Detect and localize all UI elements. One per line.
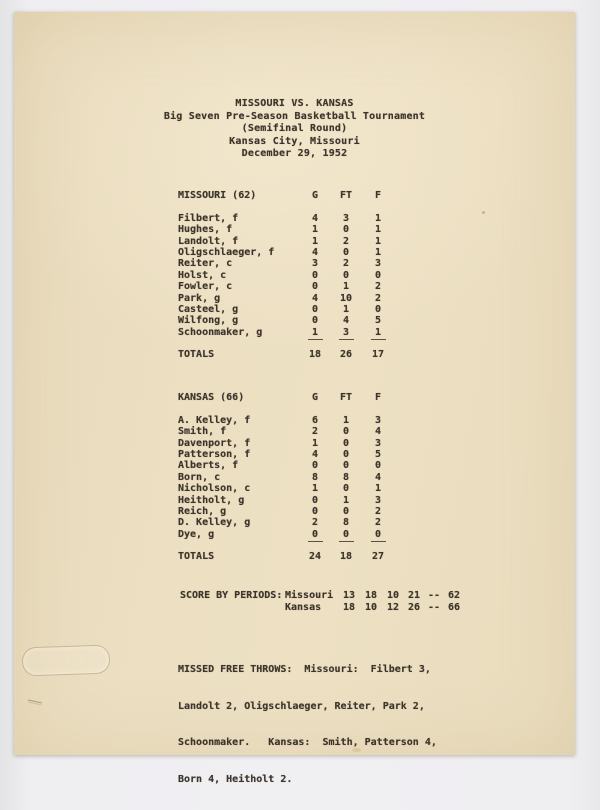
- player-row: [178, 304, 398, 315]
- column-header-ft: FT: [339, 190, 353, 201]
- player-name: Wilfong, g: [178, 315, 239, 327]
- paper-speck: [482, 211, 485, 214]
- underlined-stat: 1: [308, 327, 323, 340]
- period-score: 26: [408, 602, 421, 614]
- stat-ft: [330, 529, 362, 542]
- stat-ft: 0: [342, 426, 350, 438]
- column-header-f: F: [374, 392, 382, 403]
- stat-ft: 0: [342, 448, 350, 460]
- stat-g: 1: [311, 224, 319, 236]
- missed-free-throws-line: Landolt 2, Oligschlaeger, Reiter, Park 2,: [178, 700, 425, 712]
- stat-f: 3: [374, 437, 382, 449]
- stat-g: 3: [311, 258, 319, 270]
- stat-f: 1: [374, 246, 382, 258]
- column-header-g: G: [311, 190, 319, 201]
- period-score: 13: [343, 590, 356, 601]
- player-rows-kansas: [178, 415, 398, 540]
- team-name: Missouri: [285, 590, 334, 601]
- player-row: [178, 236, 398, 247]
- stat-g: 4: [311, 448, 319, 460]
- stat-ft: [330, 327, 362, 340]
- player-row: [178, 293, 398, 304]
- player-row: [178, 483, 398, 494]
- pencil-mark: [28, 700, 42, 704]
- stat-g: [300, 327, 330, 340]
- column-header-g: G: [311, 392, 319, 403]
- stat-f: 1: [374, 212, 382, 224]
- stat-f: 2: [374, 281, 382, 293]
- stat-g: 0: [311, 281, 319, 293]
- stat-ft: 8: [342, 517, 350, 529]
- totals-ft: 18: [339, 551, 353, 563]
- team-name: Kansas: [285, 602, 322, 614]
- stat-ft: 2: [342, 258, 350, 270]
- player-row: [178, 415, 398, 426]
- totals-f: 27: [371, 551, 385, 563]
- player-name: Born, c: [178, 471, 221, 483]
- stat-g: 1: [311, 483, 319, 495]
- player-row: [178, 529, 398, 540]
- player-name: Heitholt, g: [178, 494, 245, 506]
- paper: [14, 12, 575, 785]
- stat-g: 1: [311, 437, 319, 449]
- team-header: KANSAS (66): [178, 392, 245, 403]
- stat-g: 0: [311, 505, 319, 517]
- player-name: Alberts, f: [178, 460, 239, 472]
- period-score: 12: [387, 602, 400, 614]
- score-by-periods-label: SCORE BY PERIODS:: [180, 590, 283, 601]
- stat-ft: 1: [342, 414, 350, 426]
- team-header: MISSOURI (62): [178, 190, 257, 201]
- player-row: [178, 517, 398, 528]
- stat-ft: 0: [342, 460, 350, 472]
- underlined-stat: 1: [371, 327, 386, 340]
- stat-g: 6: [311, 414, 319, 426]
- stat-f: 5: [374, 448, 382, 460]
- stat-f: [362, 327, 394, 340]
- totals-g: 24: [308, 551, 322, 563]
- player-row: [178, 213, 398, 224]
- player-row: [178, 449, 398, 460]
- stat-f: 1: [374, 224, 382, 236]
- stat-f: [362, 529, 394, 542]
- stat-ft: 1: [342, 303, 350, 315]
- player-row: [178, 224, 398, 235]
- player-row: [178, 315, 398, 326]
- stat-g: 0: [311, 315, 319, 327]
- missed-free-throws: [178, 640, 437, 810]
- box-score-header-row: [178, 190, 398, 201]
- player-name: Fowler, c: [178, 281, 233, 293]
- stat-f: 2: [374, 505, 382, 517]
- totals-row: [178, 551, 398, 562]
- final-score: 66: [448, 602, 461, 614]
- player-name: Schoonmaker, g: [178, 326, 263, 338]
- totals-row: [178, 349, 398, 360]
- column-header-f: F: [374, 190, 382, 201]
- stat-g: 1: [311, 235, 319, 247]
- totals-label: TOTALS: [178, 551, 215, 563]
- underlined-stat: 0: [308, 529, 323, 542]
- stat-f: 3: [374, 258, 382, 270]
- stat-f: 1: [374, 235, 382, 247]
- stat-f: 0: [374, 303, 382, 315]
- stat-f: 3: [374, 494, 382, 506]
- totals-f: 17: [371, 349, 385, 361]
- player-row: [178, 327, 398, 338]
- stat-f: 4: [374, 471, 382, 483]
- stat-g: 4: [311, 292, 319, 304]
- underlined-stat: 0: [371, 529, 386, 542]
- stat-g: [300, 529, 330, 542]
- player-name: Hughes, f: [178, 224, 233, 236]
- box-score-missouri: [178, 190, 398, 361]
- title-line: Kansas City, Missouri: [229, 135, 360, 147]
- period-score: 21: [408, 590, 421, 601]
- stat-ft: 2: [342, 235, 350, 247]
- score-row-missouri: [285, 590, 472, 602]
- player-row: [178, 426, 398, 437]
- paper-speck: [352, 748, 361, 752]
- player-row: [178, 495, 398, 506]
- final-score: 62: [448, 590, 461, 601]
- missed-free-throws-line: MISSED FREE THROWS: Missouri: Filbert 3,: [178, 664, 431, 676]
- period-score: 18: [365, 590, 378, 601]
- score-row-kansas: [285, 602, 472, 614]
- player-rows-missouri: [178, 213, 398, 338]
- stat-f: 5: [374, 315, 382, 327]
- stat-f: 1: [374, 483, 382, 495]
- stat-ft: 3: [342, 212, 350, 224]
- stat-g: 2: [311, 426, 319, 438]
- stat-ft: 0: [342, 505, 350, 517]
- box-score-header-row: [178, 392, 398, 403]
- stat-ft: 0: [342, 246, 350, 258]
- title-line: MISSOURI VS. KANSAS: [235, 98, 354, 109]
- document-title: [14, 98, 575, 161]
- title-line: December 29, 1952: [241, 148, 348, 159]
- title-line: (Semifinal Round): [241, 123, 348, 134]
- column-header-ft: FT: [339, 392, 353, 403]
- tape-mark: [22, 644, 111, 676]
- underlined-stat: 3: [339, 327, 354, 340]
- stat-g: 0: [311, 460, 319, 472]
- stat-g: 4: [311, 246, 319, 258]
- period-score: 10: [387, 590, 400, 601]
- missed-free-throws-line: Born 4, Heitholt 2.: [178, 773, 293, 785]
- totals-ft: 26: [339, 349, 353, 361]
- stat-ft: 0: [342, 224, 350, 236]
- player-name: Casteel, g: [178, 303, 239, 315]
- stat-ft: 0: [342, 437, 350, 449]
- stat-ft: 1: [342, 494, 350, 506]
- player-name: Davenport, f: [178, 437, 251, 449]
- stat-g: 4: [311, 212, 319, 224]
- stat-ft: 0: [342, 483, 350, 495]
- player-row: [178, 460, 398, 471]
- title-line: Big Seven Pre-Season Basketball Tournament: [163, 110, 426, 122]
- player-name: Smith, f: [178, 426, 227, 438]
- player-row: [178, 472, 398, 483]
- period-score: 10: [365, 602, 378, 614]
- stat-ft: 0: [342, 269, 350, 281]
- stat-f: 4: [374, 426, 382, 438]
- player-name: Patterson, f: [178, 448, 251, 460]
- score-dash: --: [428, 590, 441, 601]
- stat-ft: 8: [342, 471, 350, 483]
- score-dash: --: [428, 602, 441, 614]
- stat-f: 3: [374, 414, 382, 426]
- score-rows: [285, 590, 472, 615]
- player-row: [178, 247, 398, 258]
- stat-g: 0: [311, 269, 319, 281]
- player-row: [178, 438, 398, 449]
- totals-g: 18: [308, 349, 322, 361]
- player-name: D. Kelley, g: [178, 517, 251, 529]
- underlined-stat: 0: [339, 529, 354, 542]
- totals-label: TOTALS: [178, 349, 215, 361]
- player-row: [178, 270, 398, 281]
- player-row: [178, 281, 398, 292]
- stat-f: 0: [374, 269, 382, 281]
- player-name: Landolt, f: [178, 235, 239, 247]
- stat-ft: 1: [342, 281, 350, 293]
- stat-g: 0: [311, 303, 319, 315]
- player-name: Filbert, f: [178, 212, 239, 224]
- stat-ft: 4: [342, 315, 350, 327]
- stat-g: 0: [311, 494, 319, 506]
- player-row: [178, 258, 398, 269]
- stat-g: 2: [311, 517, 319, 529]
- stat-ft: 10: [339, 292, 353, 304]
- period-score: 18: [343, 602, 356, 614]
- player-name: A. Kelley, f: [178, 414, 251, 426]
- player-name: Holst, c: [178, 269, 227, 281]
- stat-f: 2: [374, 517, 382, 529]
- missed-free-throws-line: Schoonmaker. Kansas: Smith, Patterson 4,: [178, 737, 437, 749]
- box-score-kansas: [178, 392, 398, 563]
- stat-f: 2: [374, 292, 382, 304]
- player-name: Reich, g: [178, 505, 227, 517]
- player-name: Oligschlaeger, f: [178, 246, 275, 258]
- stat-g: 8: [311, 471, 319, 483]
- stat-f: 0: [374, 460, 382, 472]
- player-name: Park, g: [178, 292, 221, 304]
- player-row: [178, 506, 398, 517]
- player-name: Reiter, c: [178, 258, 233, 270]
- player-name: Nicholson, c: [178, 483, 251, 495]
- player-name: Dye, g: [178, 528, 215, 540]
